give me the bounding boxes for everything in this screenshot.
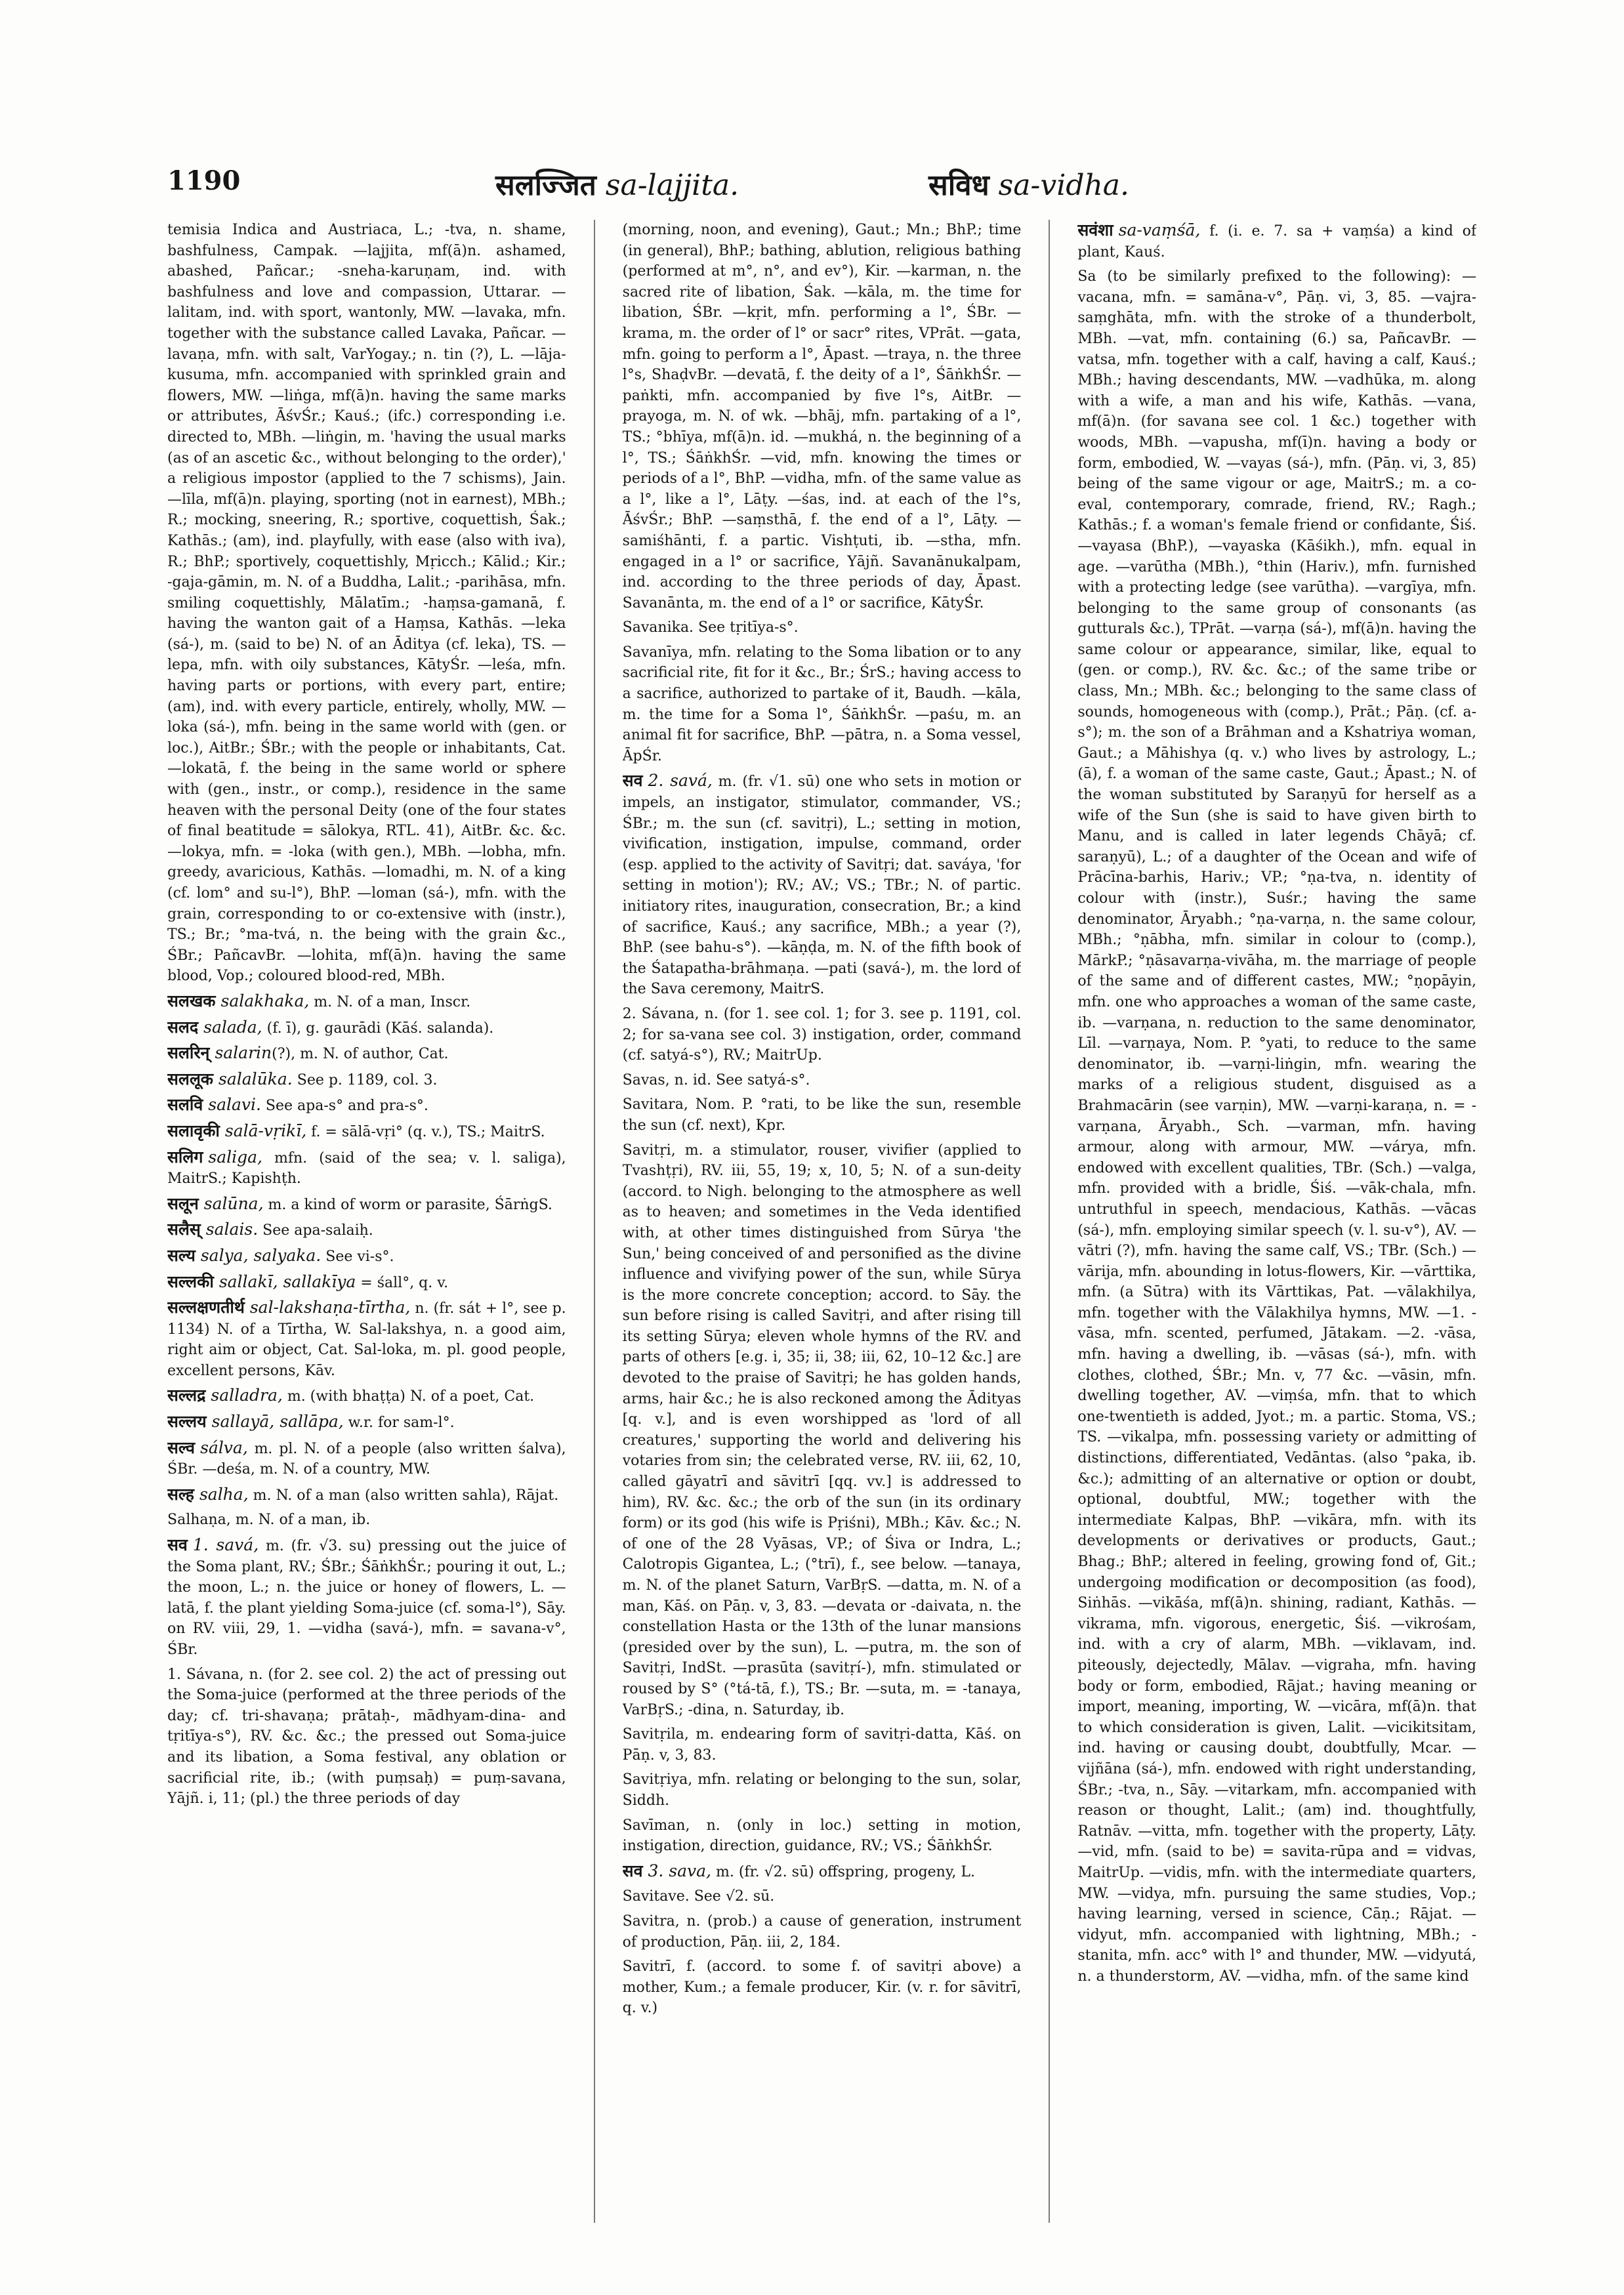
entry-text: = śall°, q. v. [356, 1274, 449, 1291]
dictionary-entry [623, 617, 1022, 638]
headword-transliteration: salladra, [211, 1386, 283, 1405]
dictionary-entry [167, 1219, 566, 1241]
headword-devanagari: सलवि [167, 1095, 203, 1115]
dictionary-entry [167, 991, 566, 1013]
entry-text: m. (fr. √3. su) pressing out the juice of the Soma plant, RV.; ŚBr.; ŚāṅkhŚr.; pouring it out, L.; the moon, L.; n. the juice or honey of flowers, L. —latā, f. the plant yielding Soma-juice (cf. soma-l°), Sāy. on RV. viii, 29, 1. —vidha (savá-), mfn. = savana-v°, ŚBr. [167, 1538, 566, 1658]
entry-text: n. (fr. sát + l°, see p. 1134) N. of a Tīrtha, W. Sal-lakshya, n. a good aim, right aim or object, Cat. Sal-loka, m. pl. good people, excellent persons, Kāv. [167, 1300, 566, 1379]
dictionary-entry [167, 1437, 566, 1480]
headword-devanagari: सल्व [167, 1437, 196, 1457]
entry-text: f. (i. e. 7. sa + vaṃśa) a kind of plant, Kauś. [1077, 223, 1477, 260]
headword-transliteration: sal-lakshaṇa-tīrtha, [249, 1298, 411, 1317]
headword-transliteration: sa-vaṃśā, [1118, 220, 1201, 239]
column-divider [594, 220, 595, 2223]
dictionary-entry [167, 1017, 566, 1039]
dictionary-entry [1077, 220, 1476, 262]
entry-text: m. pl. N. of a people (also written śalva), ŚBr. —deśa, m. N. of a country, MW. [167, 1440, 566, 1478]
headword-transliteration: sallayā, sallāpa, [211, 1412, 344, 1432]
headword-transliteration: salada, [203, 1017, 262, 1037]
headword-transliteration: 3. sava, [648, 1861, 711, 1880]
headword-devanagari: सल्लद्र [167, 1386, 206, 1405]
headword-devanagari: सलावृकी [167, 1121, 220, 1140]
headword-transliteration: sálva, [200, 1437, 248, 1457]
dictionary-entry [167, 1484, 566, 1506]
entry-text: See apa-s° and pra-s°. [260, 1098, 428, 1115]
entry-text: Savitṛi, m. a stimulator, rouser, vivifier (applied to Tvashṭṛi), RV. iii, 55, 19; x, 10, 5; N. of a sun-deity (accord. to Nigh. belonging to the atmosphere as well as to heaven; and sometimes in the Veda identified with, at other times distinguished from Sūrya 'the Sun,' being conceived of and personified as the divine influence and vivifying power of the sun, while Sūrya is the more concrete conception; accord. to Sāy. the sun before rising is called Savitṛi, and after rising till its setting Sūrya; eleven whole hymns of the RV. and parts of others [e.g. i, 35; ii, 38; iii, 62, 10–12 &c.] are devoted to the praise of Savitṛi; he has golden hands, arms, hair &c.; he is also reckoned among the Ādityas [q. v.], and is even worshipped as 'lord of all creatures,' supporting the world and delivering his votaries from sin; the celebrated verse, RV. iii, 62, 10, called gāyatrī and sāvitrī [qq. vv.] is addressed to him), RV. &c. &c.; the orb of the sun (in its ordinary form) or its god (his wife is Pṛiśni), MBh.; Kāv. &c.; N. of one of the 28 Vyāsas, VP.; of Śiva or Indra, L.; Calotropis Gigantea, L.; (°trī), f., see below. —tanaya, m. N. of the planet Saturn, VarBṛS. —datta, m. N. of a man, Kāś. on Pāṇ. v, 3, 83. —devata or -daivata, n. the constellation Hasta or the 13th of the lunar mansions (presided over by the sun), L. —putra, m. the son of Savitṛi, IndSt. —prasūta (savitṛí-), mfn. stimulated or roused by S° (°tá-tā, f.), TS.; Br. —suta, m. = -tanaya, VarBṛS.; -dina, n. Saturday, ib. [622, 1142, 1022, 1718]
dictionary-entry [623, 770, 1022, 1000]
headword-devanagari: सलखक [167, 991, 216, 1010]
entry-text: f. = sālā-vṛi° (q. v.), TS.; MaitrS. [306, 1123, 545, 1140]
dictionary-entry [167, 1069, 566, 1091]
column-middle [623, 220, 1022, 2223]
entry-text: m. (fr. √2. sū) offspring, progeny, L. [711, 1863, 975, 1880]
page-header [167, 164, 1476, 217]
headword-devanagari: सलद [167, 1017, 199, 1037]
entry-text: Savas, n. id. See satyá-s°. [622, 1071, 810, 1088]
dictionary-entry [623, 220, 1022, 613]
dictionary-entry [623, 1861, 1022, 1883]
running-head-left-transliteration: sa-lajjita. [605, 169, 739, 202]
dictionary-entry [167, 1043, 566, 1065]
headword-transliteration: 1. savá, [192, 1535, 259, 1555]
dictionary-entry [623, 1004, 1022, 1066]
entry-text: Savitrī, f. (accord. to some f. of savitṛi above) a mother, Kum.; a female producer, Kir. (v. r. for sāvitrī, q. v.) [622, 1958, 1022, 2017]
dictionary-entry [623, 1094, 1022, 1136]
entry-text: See apa-salaiḥ. [258, 1222, 373, 1239]
entry-text: m. (fr. √1. sū) one who sets in motion or impels, an instigator, stimulator, commander, VS.; ŚBr.; m. the sun (cf. savitṛi), L.; setting in motion, vivification, instigation, impulse, command, order (esp. applied to the activity of Savitṛi; dat. saváya, 'for setting in motion'); RV.; AV.; VS.; TBr.; N. of partic. initiatory rites, inauguration, consecration, Br.; a kind of sacrifice, Kauś.; any sacrifice, MBh.; a year (?), BhP. (see bahu-s°). —kāṇḍa, m. N. of the fifth book of the Śatapatha-brāhmaṇa. —pati (savá-), m. the lord of the Sava ceremony, MaitrS. [622, 774, 1022, 998]
headword-transliteration: salya, salyaka. [200, 1245, 322, 1265]
running-head-left-devanagari: सलज्जित [495, 169, 596, 202]
headword-devanagari: सलिग [167, 1147, 203, 1167]
dictionary-entry [623, 1956, 1022, 2019]
entry-text: w.r. for sam-l°. [343, 1415, 455, 1432]
entry-text: 1. Sávana, n. (for 2. see col. 2) the act of pressing out the Soma-juice (performed at the three periods of the day; cf. tri-shavaṇa; prātaḥ-, mādhyam-dina- and tṛitīya-s°), RV. &c. &c.; the pressed out Soma-juice and its libation, a Soma festival, any oblation or sacrificial rite, ib.; (with puṃsaḥ) = puṃ-savana, Yājñ. i, 11; (pl.) the three periods of day [167, 1666, 566, 1808]
headword-transliteration: salarin [215, 1043, 272, 1063]
entry-text: Savitave. See √2. sū. [622, 1888, 775, 1905]
dictionary-entry [167, 1121, 566, 1143]
headword-devanagari: सव [622, 1861, 643, 1880]
entry-text: (?), m. N. of author, Cat. [272, 1046, 449, 1063]
column-divider [1049, 220, 1050, 2223]
column-right [1077, 220, 1476, 2223]
dictionary-entry [623, 1769, 1022, 1811]
entry-text: mfn. (said of the sea; v. l. saliga), MaitrS.; Kapishṭh. [167, 1149, 566, 1188]
headword-transliteration: salavi. [208, 1095, 261, 1115]
headword-transliteration: salais. [205, 1220, 259, 1239]
column-left [167, 220, 566, 2223]
headword-transliteration: salha, [199, 1484, 249, 1504]
entry-text: (f. ī), g. gaurādi (Kāś. salanda). [262, 1020, 494, 1037]
headword-transliteration: saliga, [208, 1147, 262, 1167]
running-head-right-transliteration: sa-vidha. [998, 169, 1130, 202]
dictionary-entry [167, 1535, 566, 1661]
headword-transliteration: 2. savá, [648, 771, 713, 791]
dictionary-entry [167, 1297, 566, 1381]
headword-devanagari: सल्लक्षणतीर्थ [167, 1298, 245, 1317]
entry-text: Savanīya, mfn. relating to the Soma libation or to any sacrificial rite, fit for it &c., Br.; ŚrS.; having access to a sacrifice, authorized to partake of it, Baudh. —kāla, m. the time for a Soma l°, ŚāṅkhŚr. —paśu, m. an animal fit for sacrifice, BhP. —pātra, n. a Soma vessel, ĀpŚr. [622, 644, 1022, 764]
dictionary-entry [623, 1070, 1022, 1091]
entry-text: m. N. of a man (also written sahla), Rājat. [248, 1487, 559, 1504]
headword-devanagari: सलैस् [167, 1220, 201, 1239]
running-head-left [495, 164, 739, 203]
entry-text: m. a kind of worm or parasite, ŚārṅgS. [263, 1196, 552, 1213]
dictionary-entry [167, 1385, 566, 1407]
running-head-right-devanagari: सविध [928, 169, 989, 202]
entry-text: Sa (to be similarly prefixed to the following): —vacana, mfn. = samāna-v°, Pāṇ. vi, 3, 85. —vajra-saṃghāta, mfn. with the stroke of a thunderbolt, MBh. —vat, mfn. containing (6.) sa, PañcavBr. —vatsa, mfn. together with a calf, having a calf, Kauś.; MBh.; having descendants, MW. —vadhūka, m. along with a wife, a man and his wife, Kathās. —vana, mf(ā)n. (for savana see col. 1 &c.) together with woods, MBh. —vapusha, mf(ī)n. having a body or form, embodied, W. —vayas (sá-), mfn. (Pāṇ. vi, 3, 85) being of the same vigour or age, MaitrS.; m. a co-eval, contemporary, comrade, friend, RV.; Ragh.; Kathās.; f. a woman's female friend or confidante, Śiś. —vayasa (BhP.), —vayaska (Kāśikh.), mfn. equal in age. —varūtha (MBh.), °thin (Hariv.), mfn. furnished with a protecting ledge (see varūtha). —vargīya, mfn. belonging to the same group of consonants (as gutturals &c.), TPrāt. —varṇa (sá-), mf(ā)n. having the same colour or appearance, similar, like, equal to (gen. or comp.), RV. &c. &c.; of the same tribe or class, Mn.; MBh. &c.; belonging to the same class of sounds, homogeneous with (comp.), Prāt.; Pāṇ. (cf. a-s°); m. the son of a Brāhman and a Kshatriya woman, Gaut.; a Māhishya (q. v.) who lives by astrology, L.; (ā), f. a woman of the same caste, Gaut.; Āpast.; N. of the woman substituted by Saraṇyū for herself as a wife of the Sun (she is said to have given birth to Manu, and is called in later legends Chāyā; cf. saraṇyū), L.; of a daughter of the Ocean and wife of Prācīna-barhis, Hariv.; VP.; °ṇa-tva, n. identity of colour with (instr.), Suśr.; having the same denominator, Āryabh.; °ṇa-varṇa, n. the same colour, MBh.; °ṇābha, mfn. similar in colour to (comp.), MārkP.; °ṇāsavarṇa-vivāha, m. the marriage of people of the same and of different castes, MW.; °ṇopāyin, mfn. one who approaches a woman of the same caste, ib. —varṇana, n. reduction to the same denominator, Līl. —varṇaya, Nom. P. °yati, to reduce to the same denominator, ib. —varṇi-liṅgin, mfn. wearing the marks of a religious student, disguised as a Brahmacārin (see varṇin), MW. —varṇi-karaṇa, n. = -varṇana, Āryabh., Sch. —varman, mfn. having armour, along with armour, MW. —várya, mfn. endowed with excellent qualities, TBr. (Sch.) —valga, mfn. provided with a bridle, Śiś. —vāk-chala, mfn. untruthful in speech, mendacious, Kathās. —vācas (sá-), mfn. employing similar speech (v. l. su-v°), AV. —vātri (?), mfn. having the same calf, VS.; TBr. (Sch.) —vārija, mfn. abounding in lotus-flowers, Kir. —vārttika, mfn. (a Sūtra) with its Vārttikas, Pat. —vālakhilya, mfn. together with the Vālakhilya hymns, MW. —1. -vāsa, mfn. scented, perfumed, Jātakam. —2. -vāsa, mfn. having a dwelling, ib. —vāsas (sá-), mfn. with clothes, clothed, ŚBr.; Mn. v, 77 &c. —vāsin, mfn. dwelling together, AV. —viṃśa, mfn. that to which one-twentieth is added, Jyot.; m. a partic. Stoma, VS.; TS. —vikalpa, mfn. possessing variety or admitting of distinctions, differentiated, Vedāntas. (also °paka, ib. &c.); admitting of an alternative or option or doubt, optional, doubtful, MW.; together with the intermediate Kalpas, BhP. —vikāra, mfn. with its developments or derivatives or products, Gaut.; Bhag.; BhP.; altered in feeling, growing fond of, Git.; undergoing modification or decomposition (as food), Siṅhās. —vikāśa, mf(ā)n. shining, radiant, Kathās. —vikrama, mfn. vigorous, energetic, Śiś. —vikrośam, ind. with a cry of alarm, MBh. —viklavam, ind. piteously, dejectedly, Mālav. —vigraha, mfn. having body or form, embodied, Rājat.; having meaning or import, meaning, importing, W. —vicāra, mf(ā)n. that to which consideration is given, Lalit. —vicikitsitam, ind. having or causing doubt, doubtfully, Mcar. —vijñāna (sá-), mfn. endowed with right understanding, ŚBr.; -tva, n., Sāy. —vitarkam, mfn. accompanied with reason or thought, Lalit.; (am) ind. thoughtfully, Ratnāv. —vitta, mfn. together with the property, Lāṭy. —vid, mfn. (said to be) = savita-rūpa and = vidvas, MaitrUp. —vidis, mfn. with the intermediate quarters, MW. —vidya, mfn. pursuing the same studies, Vop.; having learning, versed in science, Cāṇ.; Rājat. —vidyut, mfn. accompanied with lightning, MBh.; -stanita, mfn. acc° with l° and thunder, MW. —vidyutá, n. a thunderstorm, AV. —vidha, mfn. of the same kind [1077, 268, 1477, 1985]
headword-devanagari: सव [622, 771, 643, 791]
entry-text: (morning, noon, and evening), Gaut.; Mn.; BhP.; time (in general), BhP.; bathing, ablution, religious bathing (performed at m°, n°, and ev°), Kir. —karman, n. the sacred rite of libation, Śak. —kāla, m. the time for libation, ŚBr. —kṛit, mfn. performing a l°, ŚBr. —krama, m. the order of l° or sacr° rites, VPrāt. —gata, mfn. going to perform a l°, Āpast. —traya, n. the three l°s, ShaḍvBr. —devatā, f. the deity of a l°, ŚāṅkhŚr. —paṅkti, mfn. accompanied by five l°s, AitBr. —prayoga, m. N. of wk. —bhāj, mfn. partaking of a l°, TS.; °bhīya, mf(ā)n. id. —mukhá, n. the beginning of a l°, TS.; ŚāṅkhŚr. —vid, mfn. knowing the times or periods of a l°, BhP. —vidha, mfn. of the same value as a l°, like a l°, Lāṭy. —śas, ind. at each of the l°s, ĀśvŚr.; BhP. —saṃsthā, f. the end of a l°, Lāṭy. —samiśhānti, f. a partic. Vishṭuti, ib. —stha, mfn. engaged in a l° or sacrifice, Yājñ. Savanānukalpam, ind. according to the three periods of day, Āpast. Savanānta, m. the end of a l° or sacrifice, KātyŚr. [622, 222, 1022, 611]
headword-devanagari: सल्लकी [167, 1272, 214, 1291]
headword-devanagari: सलून [167, 1193, 199, 1213]
headword-transliteration: salūna, [203, 1193, 264, 1213]
entry-text: Savanika. See tṛitīya-s°. [622, 619, 799, 636]
entry-text: Savitra, n. (prob.) a cause of generation, instrument of production, Pāṇ. iii, 2, 184. [622, 1912, 1022, 1951]
headword-devanagari: सल्ह [167, 1484, 194, 1504]
entry-text: m. (with bhaṭṭa) N. of a poet, Cat. [282, 1388, 535, 1405]
dictionary-entry [623, 1911, 1022, 1953]
headword-transliteration: salakhaka, [220, 991, 310, 1010]
entry-text: 2. Sávana, n. (for 1. see col. 1; for 3. see p. 1191, col. 2; for sa-vana see col. 3) instigation, order, command (cf. satyá-s°), RV.; MaitrUp. [622, 1005, 1022, 1064]
entry-text: Savitṛiya, mfn. relating or belonging to the sun, solar, Siddh. [622, 1771, 1022, 1809]
dictionary-entry [167, 1147, 566, 1189]
headword-devanagari: सव [167, 1535, 188, 1555]
entry-text: temisia Indica and Austriaca, L.; -tva, n. shame, bashfulness, Campak. —lajjita, mf(ā)n. ashamed, abashed, Pañcar.; -sneha-karuṇam, ind. with bashfulness and love and compassion, Uttarar. —lalitam, ind. with sport, wantonly, MW. —lavaka, mfn. together with the substance called Lavaka, Pañcar. —lavaṇa, mfn. with salt, VarYogay.; n. tin (?), L. —lāja-kusuma, mfn. accompanied with sprinkled grain and flowers, MW. —liṅga, mf(ā)n. having the same marks or attributes, ĀśvŚr.; Kauś.; (ifc.) corresponding i.e. directed to, MBh. —liṅgin, m. 'having the usual marks (as of an ascetic &c., without belonging to the order),' a religious impostor (applied to the 7 schisms), Jain. —līla, mf(ā)n. playing, sporting (not in earnest), MBh.; R.; mocking, sneering, R.; sportive, coquettish, Śak.; Kathās.; (am), ind. playfully, with ease (also with iva), R.; BhP.; sportively, coquettishly, Mṛicch.; Kālid.; Kir.; -gaja-gāmin, m. N. of a Buddha, Lalit.; -parihāsa, mfn. smiling coquettishly, Mālatīm.; -haṃsa-gamanā, f. having the wanton gait of a Haṃsa, Kathās. —leka (sá-), m. (said to be) N. of an Āditya (cf. leka), TS. —lepa, mfn. with oily substances, KātyŚr. —leśa, mfn. having parts or portions, with every part, entire; (am), ind. with every particle, entirely, wholly, MW. —loka (sá-), mfn. being in the same world with (gen. or loc.), AitBr.; ŚBr.; with the people or inhabitants, Cat. —lokatā, f. the being in the same world or sphere with (gen., instr., or comp.), residence in the same heaven with the personal Deity (one of the four states of final beatitude = sālokya, RTL. 41), AitBr. &c. &c. —lokya, mfn. = -loka (with gen.), MBh. —lobha, mfn. greedy, avaricious, Kathās. —lomadhi, m. N. of a king (cf. lom° and su-l°), BhP. —loman (sá-), mfn. with the grain, corresponding to or co-extensive with (instr.), TS.; Br.; °ma-tvá, n. the being with the grain &c., ŚBr.; PañcavBr. —lohita, mf(ā)n. having the same blood, Vop.; coloured blood-red, MBh. [167, 222, 566, 985]
running-head-right [928, 164, 1129, 203]
headword-devanagari: सल्य [167, 1245, 196, 1265]
entry-text: Salhaṇa, m. N. of a man, ib. [167, 1512, 371, 1529]
entry-text: See p. 1189, col. 3. [292, 1071, 438, 1088]
dictionary-entry [167, 1094, 566, 1117]
dictionary-entry [623, 1886, 1022, 1907]
dictionary-entry [623, 642, 1022, 767]
headword-devanagari: सवंशा [1077, 220, 1114, 239]
entry-text: Savitṛila, m. endearing form of savitṛi-datta, Kāś. on Pāṇ. v, 3, 83. [622, 1726, 1022, 1764]
page-number: 1190 [167, 165, 241, 196]
headword-devanagari: सलरिन् [167, 1043, 210, 1063]
dictionary-entry [167, 1664, 566, 1809]
headword-transliteration: salā-vṛikī, [224, 1121, 307, 1140]
headword-transliteration: salalūka. [219, 1069, 293, 1088]
dictionary-entry [623, 1140, 1022, 1721]
dictionary-entry [167, 1510, 566, 1531]
entry-text: m. N. of a man, Inscr. [309, 993, 471, 1010]
entry-text: See vi-s°. [321, 1248, 394, 1265]
dictionary-entry [167, 220, 566, 987]
dictionary-entry [1077, 266, 1476, 1987]
dictionary-entry [623, 1724, 1022, 1766]
entry-text: Savīman, n. (only in loc.) setting in motion, instigation, direction, guidance, RV.; VS.; ŚāṅkhŚr. [622, 1817, 1022, 1855]
dictionary-entry [167, 1272, 566, 1294]
dictionary-entry [167, 1245, 566, 1268]
headword-transliteration: sallakī, sallakīya [219, 1272, 356, 1291]
headword-devanagari: सललूक [167, 1069, 214, 1088]
dictionary-entry [623, 1815, 1022, 1857]
headword-devanagari: सल्लय [167, 1412, 207, 1432]
dictionary-entry [167, 1193, 566, 1216]
entry-text: Savitara, Nom. P. °rati, to be like the sun, resemble the sun (cf. next), Kpr. [622, 1096, 1022, 1134]
dictionary-entry [167, 1411, 566, 1434]
text-columns [167, 220, 1476, 2223]
